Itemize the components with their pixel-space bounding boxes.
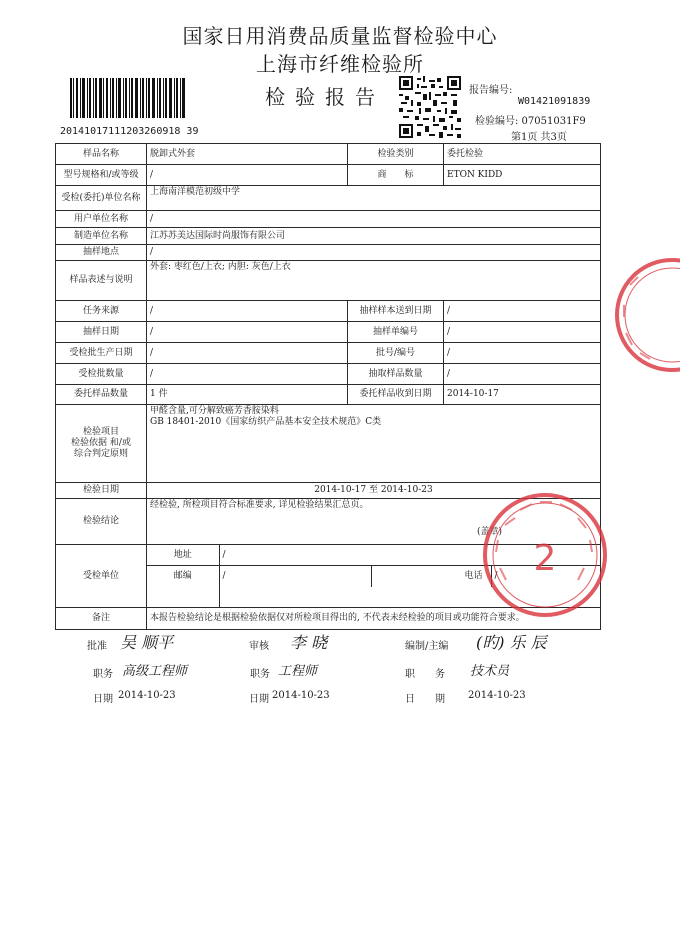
- cell-label: 抽样样本送到日期: [348, 301, 444, 322]
- conclusion-text: 经检验, 所检项目符合标准要求, 详见检验结果汇总页。: [150, 500, 369, 510]
- table-row: [56, 165, 601, 186]
- cell-value: 本报告检验结论是根据检验依据仅对所检项目得出的, 不代表未经检验的项目或功能符合要求。: [147, 608, 601, 630]
- cell-label: 批号/编号: [348, 343, 444, 364]
- compile-signature: (旳) 乐 辰: [476, 633, 547, 652]
- cell-value: [147, 405, 601, 483]
- client-name: 上海南洋模范初级中学: [150, 187, 241, 197]
- table-row: [56, 186, 601, 211]
- items-label-line: 综合判定原则: [73, 448, 128, 459]
- items-line: 甲醛含量,可分解致癌芳香胺染料: [150, 406, 279, 416]
- items-label-line: 检验项目: [82, 427, 119, 438]
- cell-label: 受检批生产日期: [56, 343, 147, 364]
- cell-value: /: [147, 165, 348, 186]
- cell-value: 2014-10-17 至 2014-10-23: [147, 483, 601, 499]
- approve-signature: 吴 顺平: [120, 633, 174, 652]
- table-row: [56, 245, 601, 261]
- cell-value: 2014-10-17: [444, 385, 601, 405]
- date-label: 日 期: [405, 694, 445, 705]
- cell-value: 1 件: [147, 385, 348, 405]
- table-row: [56, 364, 601, 385]
- cell-label: 抽样单编号: [348, 322, 444, 343]
- table-row: [56, 301, 601, 322]
- postcode-label: 邮编: [147, 565, 219, 586]
- table-row: [56, 405, 601, 483]
- cell-value: 委托检验: [444, 144, 601, 165]
- compile-label: 编制/主编: [405, 641, 449, 652]
- cell-label: 型号规格和/或等级: [56, 165, 147, 186]
- cell-value: /: [147, 301, 348, 322]
- cell-value: /: [444, 322, 601, 343]
- cell-label: 样品名称: [56, 144, 147, 165]
- cell-label: 检验日期: [56, 483, 147, 499]
- cell-label: 抽取样品数量: [348, 364, 444, 385]
- cell-value: [147, 186, 601, 211]
- seal-number: 2: [533, 538, 557, 579]
- date-value: 2014-10-23: [118, 690, 176, 701]
- page-indicator: 第1页 共3页: [511, 132, 567, 143]
- cell-label: [56, 405, 147, 483]
- barcode-number: 20141017111203260918 39: [60, 126, 199, 137]
- title-label: 职 务: [405, 669, 445, 680]
- seal-note: (盖章): [477, 527, 503, 537]
- cell-label: 受检单位: [56, 545, 147, 608]
- cell-label: 委托样品数量: [56, 385, 147, 405]
- review-signature: 李 晓: [290, 633, 328, 652]
- cell-label: 制造单位名称: [56, 228, 147, 245]
- phone-label: 电话: [371, 565, 491, 586]
- report-number: W01421091839: [518, 96, 591, 107]
- cell-label: 用户单位名称: [56, 211, 147, 228]
- org-subtitle: 上海市纤维检验所: [256, 52, 424, 76]
- address-label: 地址: [147, 545, 219, 565]
- cell-label: 备注: [56, 608, 147, 630]
- cell-label: 检验类别: [348, 144, 444, 165]
- org-title: 国家日用消费品质量监督检验中心: [182, 24, 498, 48]
- date-label: 日期: [93, 694, 113, 705]
- cell-value: /: [147, 245, 601, 261]
- cell-value: /: [444, 364, 601, 385]
- cell-label: 抽样日期: [56, 322, 147, 343]
- edge-seal-stamp: [610, 255, 680, 375]
- cell-value: 外套: 枣红色/上衣; 内胆: 灰色/上衣: [147, 261, 601, 301]
- date-value: 2014-10-23: [272, 690, 330, 701]
- phone-value: /: [494, 570, 498, 581]
- inspection-number: 检验编号: 07051031F9: [475, 116, 586, 127]
- cell-label: 检验结论: [56, 499, 147, 545]
- table-row: [56, 322, 601, 343]
- title-value: 工程师: [278, 664, 318, 679]
- cell-value: ETON KIDD: [444, 165, 601, 186]
- cell-label: 样品表述与说明: [56, 261, 147, 301]
- cell-value: /: [147, 343, 348, 364]
- table-row: [56, 343, 601, 364]
- items-line: GB 18401-2010《国家纺织产品基本安全技术规范》C类: [150, 416, 382, 427]
- cell-value: /: [147, 211, 601, 228]
- title-label: 职务: [250, 669, 270, 680]
- cell-label: 任务来源: [56, 301, 147, 322]
- table-row: [56, 211, 601, 228]
- cell-label: 受检批数量: [56, 364, 147, 385]
- cell-label: 委托样品收到日期: [348, 385, 444, 405]
- barcode-image: [70, 78, 186, 118]
- date-value: 2014-10-23: [468, 690, 526, 701]
- cell-value: 江苏苏美达国际时尚服饰有限公司: [147, 228, 601, 245]
- title-value: 高级工程师: [122, 664, 188, 679]
- cell-label: 受检(委托)单位名称: [56, 186, 147, 211]
- qr-code-image: [399, 76, 461, 138]
- title-label: 职务: [93, 669, 113, 680]
- items-label-line: 检验依据 和/或: [71, 438, 131, 449]
- cell-label: 商 标: [348, 165, 444, 186]
- report-number-label: 报告编号:: [469, 85, 513, 96]
- date-label: 日期: [249, 694, 269, 705]
- official-seal-stamp: [480, 490, 610, 620]
- cell-value: /: [147, 322, 348, 343]
- table-row: [56, 228, 601, 245]
- review-label: 审核: [249, 641, 269, 652]
- table-row: [56, 144, 601, 165]
- cell-label: 抽样地点: [56, 245, 147, 261]
- table-row: [56, 385, 601, 405]
- document-title: 检验报告: [265, 85, 385, 109]
- cell-value: /: [444, 343, 601, 364]
- address-value: /: [219, 545, 600, 565]
- cell-value: /: [444, 301, 601, 322]
- table-row: [56, 261, 601, 301]
- approve-label: 批准: [87, 641, 107, 652]
- postcode-value: /: [219, 565, 371, 586]
- title-value: 技术员: [470, 664, 510, 679]
- cell-value: 脱卸式外套: [147, 144, 348, 165]
- cell-value: /: [147, 364, 348, 385]
